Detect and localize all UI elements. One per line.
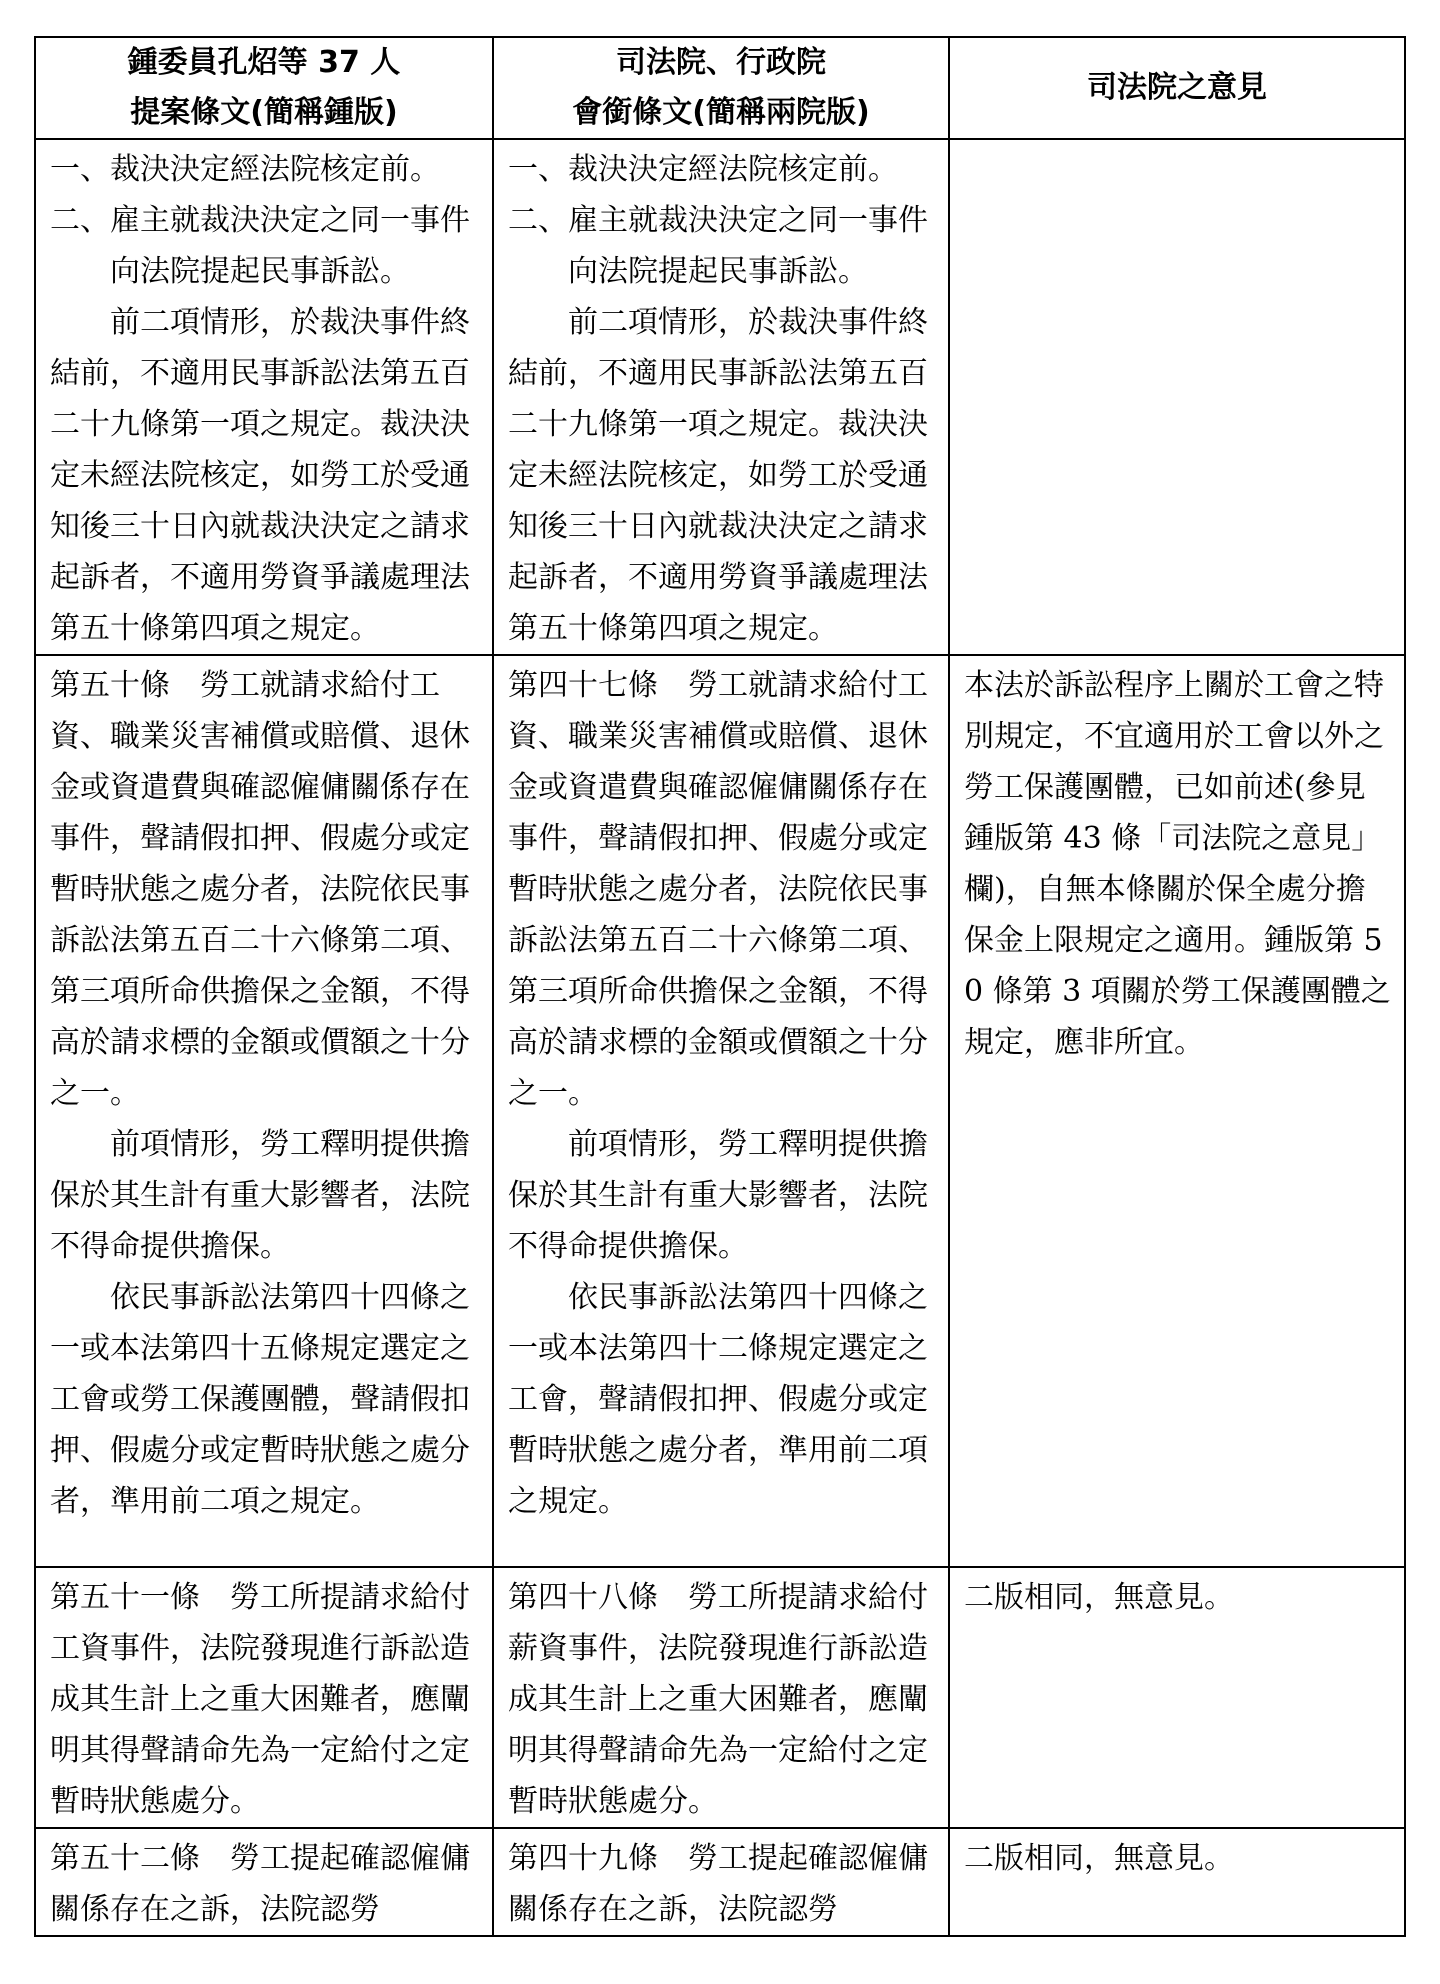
zhong-version-cell — [35, 655, 493, 1567]
two-branches-version-cell — [493, 1828, 949, 1936]
row-paragraph: 二版相同，無意見。 — [964, 1841, 1234, 1876]
header-two-branches-version — [493, 37, 949, 139]
header-line: 司法院、行政院 — [616, 45, 826, 80]
row-paragraph: 第四十九條 勞工提起確認僱傭關係存在之訴，法院認勞 — [508, 1841, 928, 1927]
row-paragraph: 一、裁決決定經法院核定前。 — [50, 152, 440, 187]
header-line: 提案條文(簡稱鍾版) — [130, 95, 398, 130]
opinion-cell — [949, 1567, 1405, 1828]
table-row — [35, 139, 1405, 655]
table-row — [35, 1567, 1405, 1828]
opinion-cell — [949, 1828, 1405, 1936]
row-paragraph: 第四十八條 勞工所提請求給付薪資事件，法院發現進行訴訟造成其生計上之重大困難者，應闡明其得聲請命先為一定給付之定暫時狀態處分。 — [508, 1580, 928, 1819]
header-line: 司法院之意見 — [1087, 70, 1267, 105]
opinion-cell — [949, 655, 1405, 1567]
opinion-cell — [949, 139, 1405, 655]
table-row — [35, 655, 1405, 1567]
row-paragraph: 第五十一條 勞工所提請求給付工資事件，法院發現進行訴訟造成其生計上之重大困難者，應闡明其得聲請命先為一定給付之定暫時狀態處分。 — [50, 1580, 470, 1819]
table-row — [35, 1828, 1405, 1936]
row-paragraph: 前項情形，勞工釋明提供擔保於其生計有重大影響者，法院不得命提供擔保。 — [50, 1127, 470, 1264]
row-paragraph: 本法於訴訟程序上關於工會之特別規定，不宜適用於工會以外之勞工保護團體，已如前述(參見鍾版第 43 條「司法院之意見」欄)，自無本條關於保全處分擔保金上限規定之適用。鍾版第 50 條第 3 項關於勞工保護團體之規定，應非所宜。 — [964, 668, 1391, 1060]
two-branches-version-cell — [493, 1567, 949, 1828]
row-paragraph: 依民事訴訟法第四十四條之一或本法第四十五條規定選定之工會或勞工保護團體，聲請假扣押、假處分或定暫時狀態之處分者，準用前二項之規定。 — [50, 1280, 470, 1519]
row-paragraph: 二、雇主就裁決決定之同一事件向法院提起民事訴訟。 — [508, 203, 928, 289]
zhong-version-cell — [35, 1828, 493, 1936]
row-paragraph: 前二項情形，於裁決事件終結前，不適用民事訴訟法第五百二十九條第一項之規定。裁決決定未經法院核定，如勞工於受通知後三十日內就裁決決定之請求起訴者，不適用勞資爭議處理法第五十條第四項之規定。 — [508, 305, 928, 646]
two-branches-version-cell — [493, 655, 949, 1567]
zhong-version-cell — [35, 1567, 493, 1828]
row-paragraph: 第五十條 勞工就請求給付工資、職業災害補償或賠償、退休金或資遣費與確認僱傭關係存在事件，聲請假扣押、假處分或定暫時狀態之處分者，法院依民事訴訟法第五百二十六條第二項、第三項所命供擔保之金額，不得高於請求標的金額或價額之十分之一。 — [50, 668, 470, 1111]
header-row — [35, 37, 1405, 139]
row-paragraph: 前二項情形，於裁決事件終結前，不適用民事訴訟法第五百二十九條第一項之規定。裁決決定未經法院核定，如勞工於受通知後三十日內就裁決決定之請求起訴者，不適用勞資爭議處理法第五十條第四項之規定。 — [50, 305, 470, 646]
header-line: 會銜條文(簡稱兩院版) — [572, 95, 870, 130]
row-paragraph: 二、雇主就裁決決定之同一事件向法院提起民事訴訟。 — [50, 203, 470, 289]
comparison-table — [34, 36, 1406, 1937]
header-judicial-yuan-opinion — [949, 37, 1405, 139]
header-zhong-version — [35, 37, 493, 139]
row-paragraph: 第五十二條 勞工提起確認僱傭關係存在之訴，法院認勞 — [50, 1841, 470, 1927]
row-paragraph: 第四十七條 勞工就請求給付工資、職業災害補償或賠償、退休金或資遣費與確認僱傭關係存在事件，聲請假扣押、假處分或定暫時狀態之處分者，法院依民事訴訟法第五百二十六條第二項、第三項所命供擔保之金額，不得高於請求標的金額或價額之十分之一。 — [508, 668, 928, 1111]
header-line: 鍾委員孔炤等 37 人 — [127, 45, 401, 80]
row-paragraph: 一、裁決決定經法院核定前。 — [508, 152, 898, 187]
two-branches-version-cell — [493, 139, 949, 655]
row-paragraph: 二版相同，無意見。 — [964, 1580, 1234, 1615]
row-paragraph: 前項情形，勞工釋明提供擔保於其生計有重大影響者，法院不得命提供擔保。 — [508, 1127, 928, 1264]
row-paragraph: 依民事訴訟法第四十四條之一或本法第四十二條規定選定之工會，聲請假扣押、假處分或定暫時狀態之處分者，準用前二項之規定。 — [508, 1280, 928, 1519]
zhong-version-cell — [35, 139, 493, 655]
